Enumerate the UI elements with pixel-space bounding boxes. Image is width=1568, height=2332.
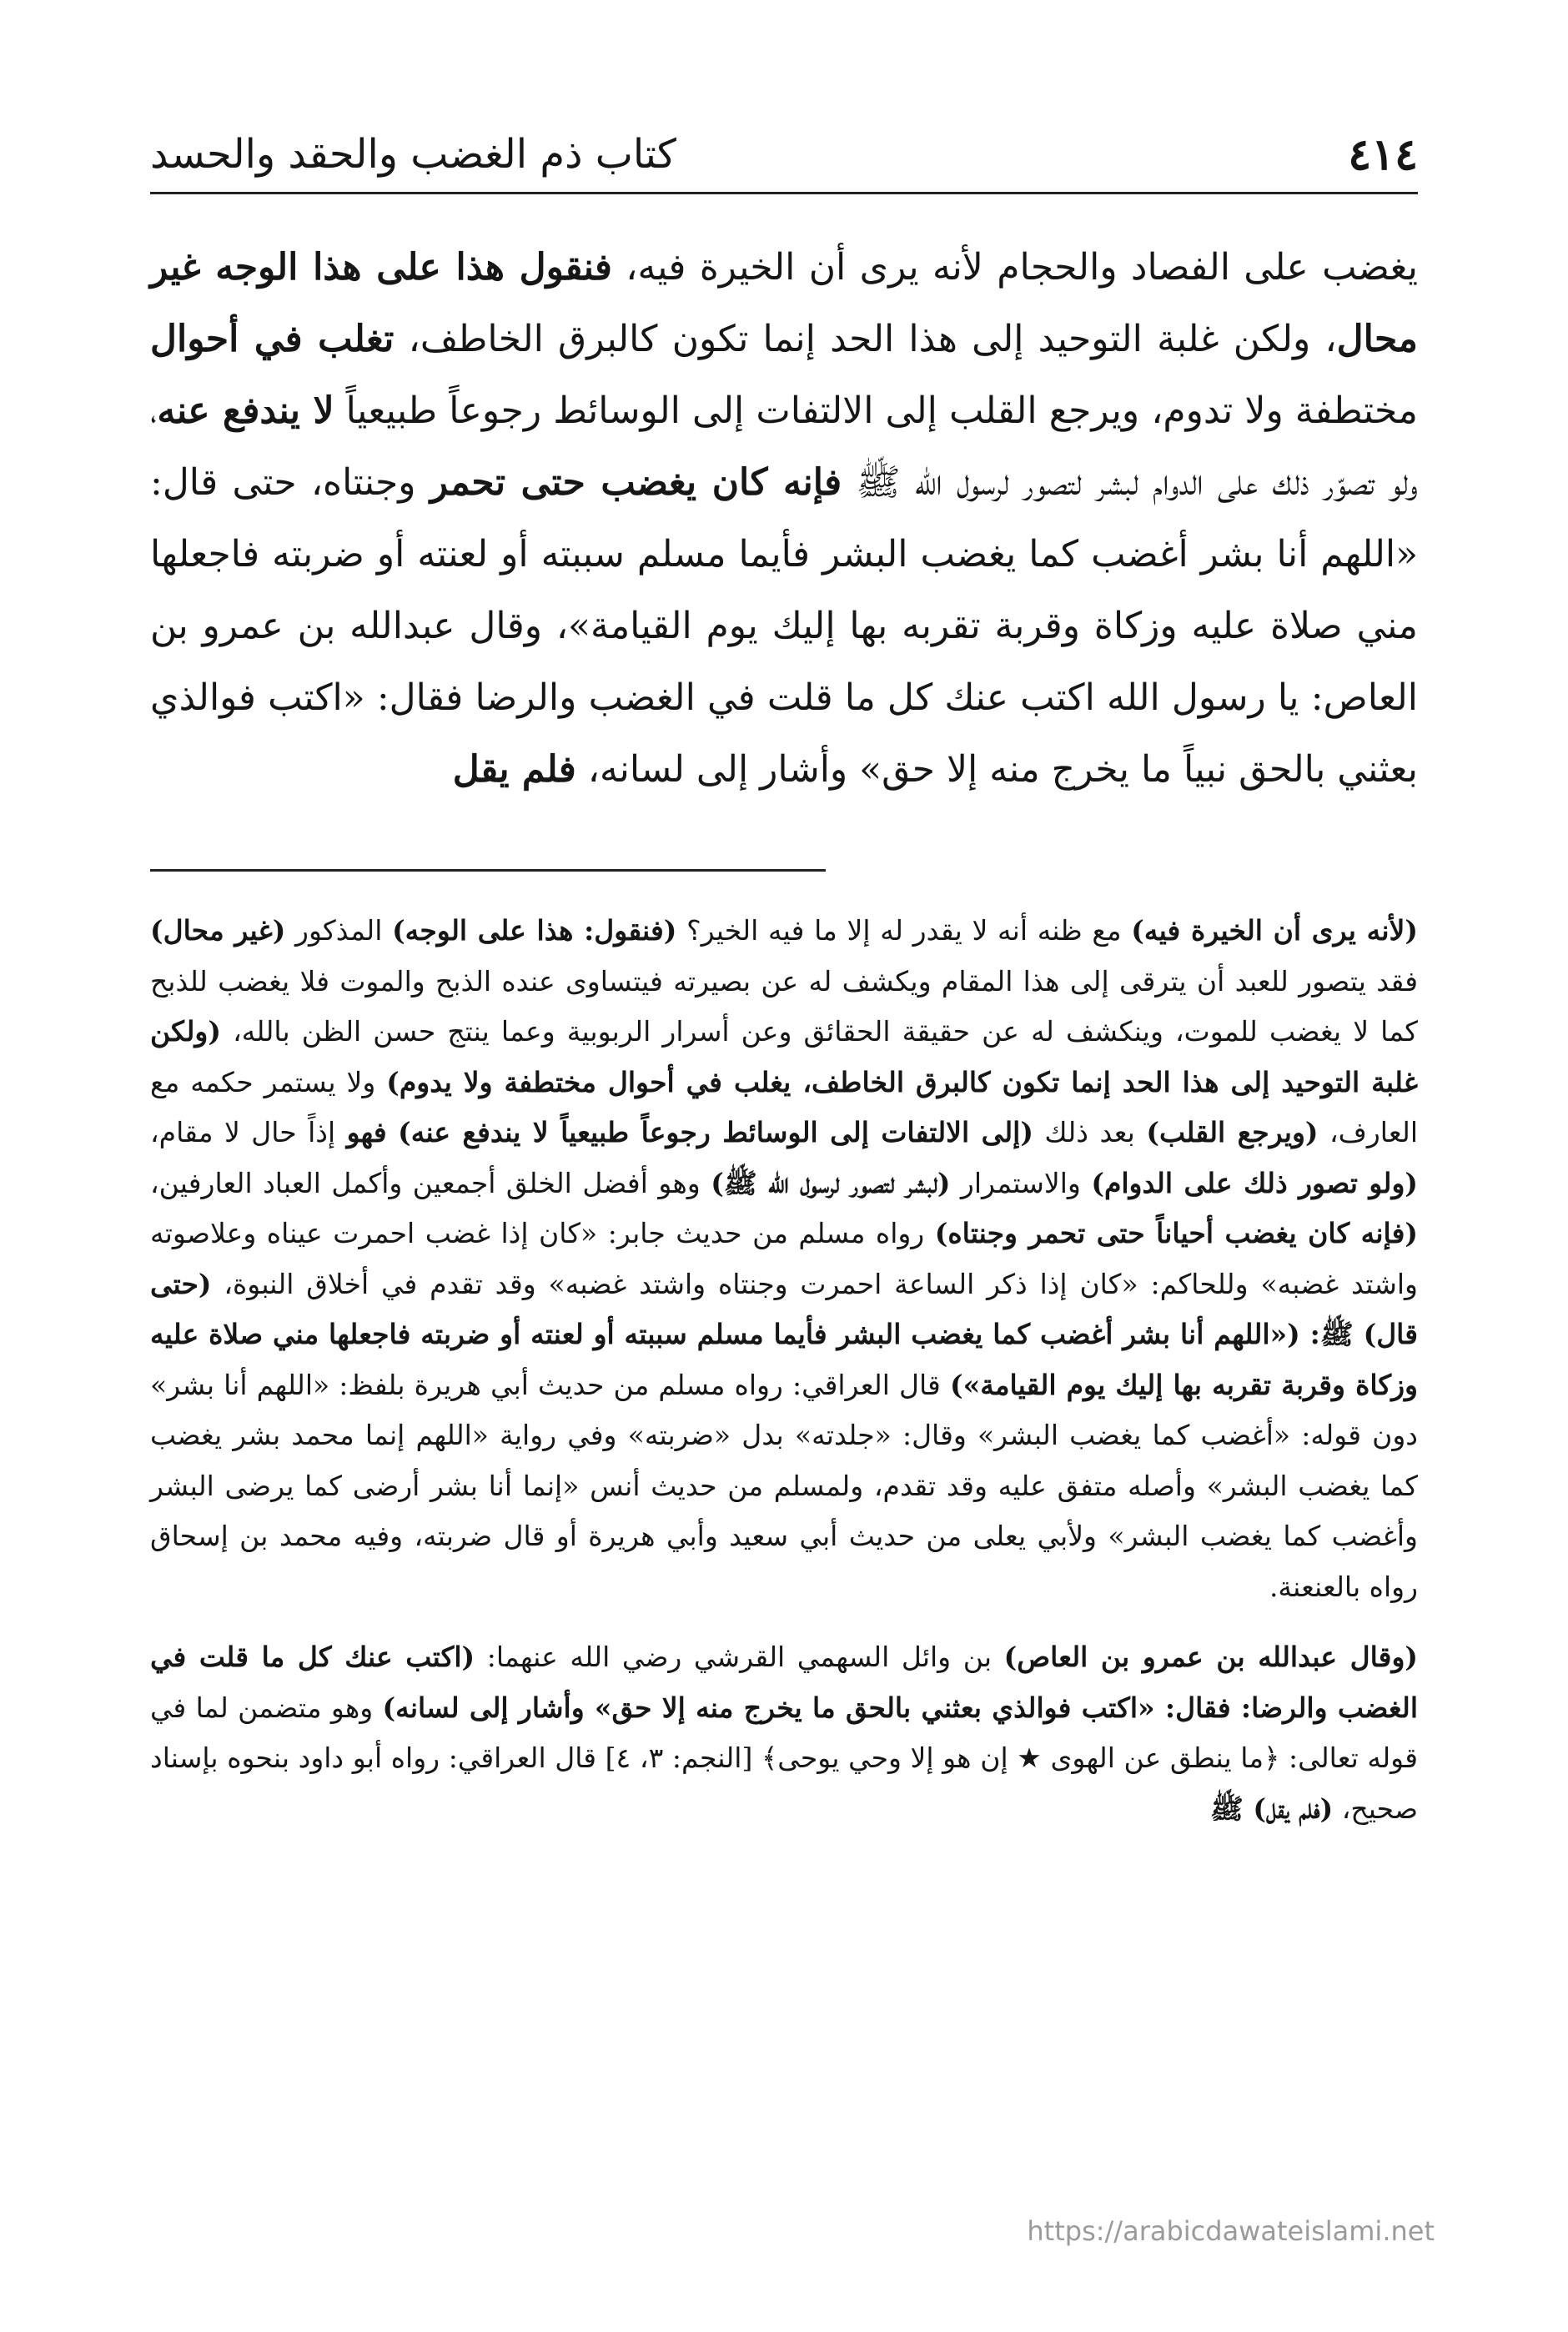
commentary-run: إذاً حال لا مقام،: [150, 1116, 347, 1148]
quoted-text: (غير محال): [150, 914, 286, 947]
main-text-bold-run: فإنه كان يغضب حتى تحمر: [430, 461, 842, 504]
quoted-text: (ولو تصور ذلك على الدوام): [1091, 1166, 1419, 1199]
main-text-run: مختطفة ولا تدوم، ويرجع القلب إلى الالتفات إلى الوسائط رجوعاً طبيعياً: [334, 390, 1418, 432]
commentary-run: بن وائل السهمي القرشي رضي الله عنهما:: [475, 1641, 1004, 1673]
commentary-run: ولا يستمر حكمه مع العارف،: [150, 1065, 1418, 1148]
quoted-text: (فإنه كان يغضب أحياناً حتى تحمر وجنتاه): [934, 1217, 1418, 1249]
commentary-paragraph: [150, 906, 1418, 1612]
commentary-run: بعد ذلك: [1033, 1116, 1147, 1148]
commentary-body: [150, 906, 1418, 1834]
quoted-text: (ولكن غلبة التوحيد إلى هذا الحد إنما تكون كالبرق الخاطف، يغلب في أحوال مختطفة ولا يدوم): [150, 1015, 1418, 1098]
quoted-text: (إلى الالتفات إلى الوسائط رجوعاً طبيعياً لا يندفع عنه): [398, 1116, 1033, 1148]
commentary-run: [387, 1116, 398, 1148]
main-text-run: يغضب على الفصاد والحجام لأنه يرى أن الخيرة فيه،: [611, 246, 1418, 289]
commentary-run: مع ظنه أنه لا يقدر له إلا ما فيه الخير؟: [676, 914, 1132, 947]
quoted-text: (لأنه يرى أن الخيرة فيه): [1131, 914, 1418, 947]
main-paragraph: [150, 232, 1418, 806]
quoted-text: (ويرجع القلب): [1146, 1116, 1319, 1148]
commentary-run: وهو أفضل الخلق أجمعين وأكمل العباد العارفين،: [150, 1166, 711, 1199]
commentary-run: فقد يتصور للعبد أن يترقى إلى هذا المقام ويكشف له عن بصيرته فيتساوى عنده الذبح والموت فلا يغضب للذبح كما لا يغضب للموت، وينكشف له عن حقيقة الحقائق وعن أسرار الربوبية وعما ينتج حسن الظن بالله،: [150, 964, 1418, 1048]
page-number: ٤١٤: [1348, 128, 1418, 180]
main-text-bold-run: فلم يقل: [452, 748, 576, 791]
commentary-run: قال العراقي: رواه مسلم من حديث أبي هريرة بلفظ: «اللهم أنا بشر» دون قوله: «أغضب كما يغضب البشر» وقال: «جلدته» بدل «ضربته» وفي رواية «اللهم إنما محمد بشر يغضب كما يغضب البشر» وأصله متفق عليه وقد تقدم، ولمسلم من حديث أنس «إنما أنا بشر أرضى كما يرضى البشر وأغضب كما يغضب البشر» ولأبي يعلى من حديث أبي سعيد وأبي هريرة أو قال ضربته، وفيه محمد بن إسحاق رواه بالعنعنة.: [150, 1368, 1418, 1603]
watermark-url: https://arabicdawateislami.net: [1027, 2215, 1435, 2247]
main-text-body: [150, 232, 1418, 806]
quoted-text: (وقال عبدالله بن عمرو بن العاص): [1003, 1641, 1419, 1673]
main-text-run: ، ولكن غلبة التوحيد إلى هذا الحد إنما تكون كالبرق الخاطف،: [394, 318, 1337, 360]
main-text-bold-run: تغلب في أحوال: [150, 318, 395, 360]
quoted-text: فهو: [346, 1116, 387, 1148]
main-text-bold-run: لا يندفع عنه: [157, 390, 334, 432]
footnote-separator: [150, 869, 826, 872]
main-text-bold-run: فنقول هذا على هذا الوجه غير محال: [150, 246, 1419, 360]
commentary-run: رواه مسلم من حديث جابر: «كان إذا غضب احمرت عيناه وعلاصوته واشتد غضبه» وللحاكم: «كان إذا ذكر الساعة احمرت وجنتاه واشتد غضبه» وقد تقدم في أخلاق النبوة،: [150, 1217, 1418, 1300]
quoted-text: (لبشر لتصور لرسول الله ﷺ): [711, 1166, 951, 1199]
quoted-text: (فنقول: هذا على الوجه): [392, 914, 677, 947]
main-text-run: وجنتاه، حتى قال: «اللهم أنا بشر أغضب كما يغضب البشر فأيما مسلم سببته أو لعنته أو ضربته فاجعلها مني صلاة عليه وزكاة وقربة تقربه بها إليك يوم القيامة»، وقال عبدالله بن عمرو بن العاص: يا رسول الله اكتب عنك كل ما قلت في الغضب والرضا فقال: «اكتب فوالذي بعثني بالحق نبياً ما يخرج منه إلا حق» وأشار إلى لسانه،: [150, 461, 1418, 791]
commentary-run: وهو متضمن لما في قوله تعالى: ﴿ما ينطق عن الهوى ★ إن هو إلا وحي يوحى﴾ [النجم: ٣، ٤] قال العراقي: رواه أبو داود بنحوه بإسناد صحيح،: [150, 1691, 1418, 1825]
quoted-text: (اكتب عنك كل ما قلت في الغضب والرضا: فقال: «اكتب فوالذي بعثني بالحق ما يخرج منه إلا حق» وأشار إلى لسانه): [150, 1641, 1418, 1724]
quoted-text: (فلم يقل) ﷺ: [1210, 1792, 1334, 1825]
book-title: كتاب ذم الغضب والحقد والحسد: [150, 131, 676, 178]
commentary-paragraph: [150, 1632, 1418, 1834]
quoted-text: (حتى قال) ﷺ: («اللهم أنا بشر أغضب كما يغضب البشر فأيما مسلم سببته أو لعنته أو ضربته فاجعلها مني صلاة عليه وزكاة وقربة تقربه بها إليك يوم القيامة»): [150, 1267, 1418, 1401]
running-header: [150, 117, 1418, 194]
commentary-run: المذكور: [285, 914, 393, 947]
commentary-run: والاستمرار: [950, 1166, 1092, 1199]
main-text-run: ، ولو تصوّر ذلك على الدوام لبشر لتصور لرسول الله ﷺ: [150, 390, 1418, 504]
